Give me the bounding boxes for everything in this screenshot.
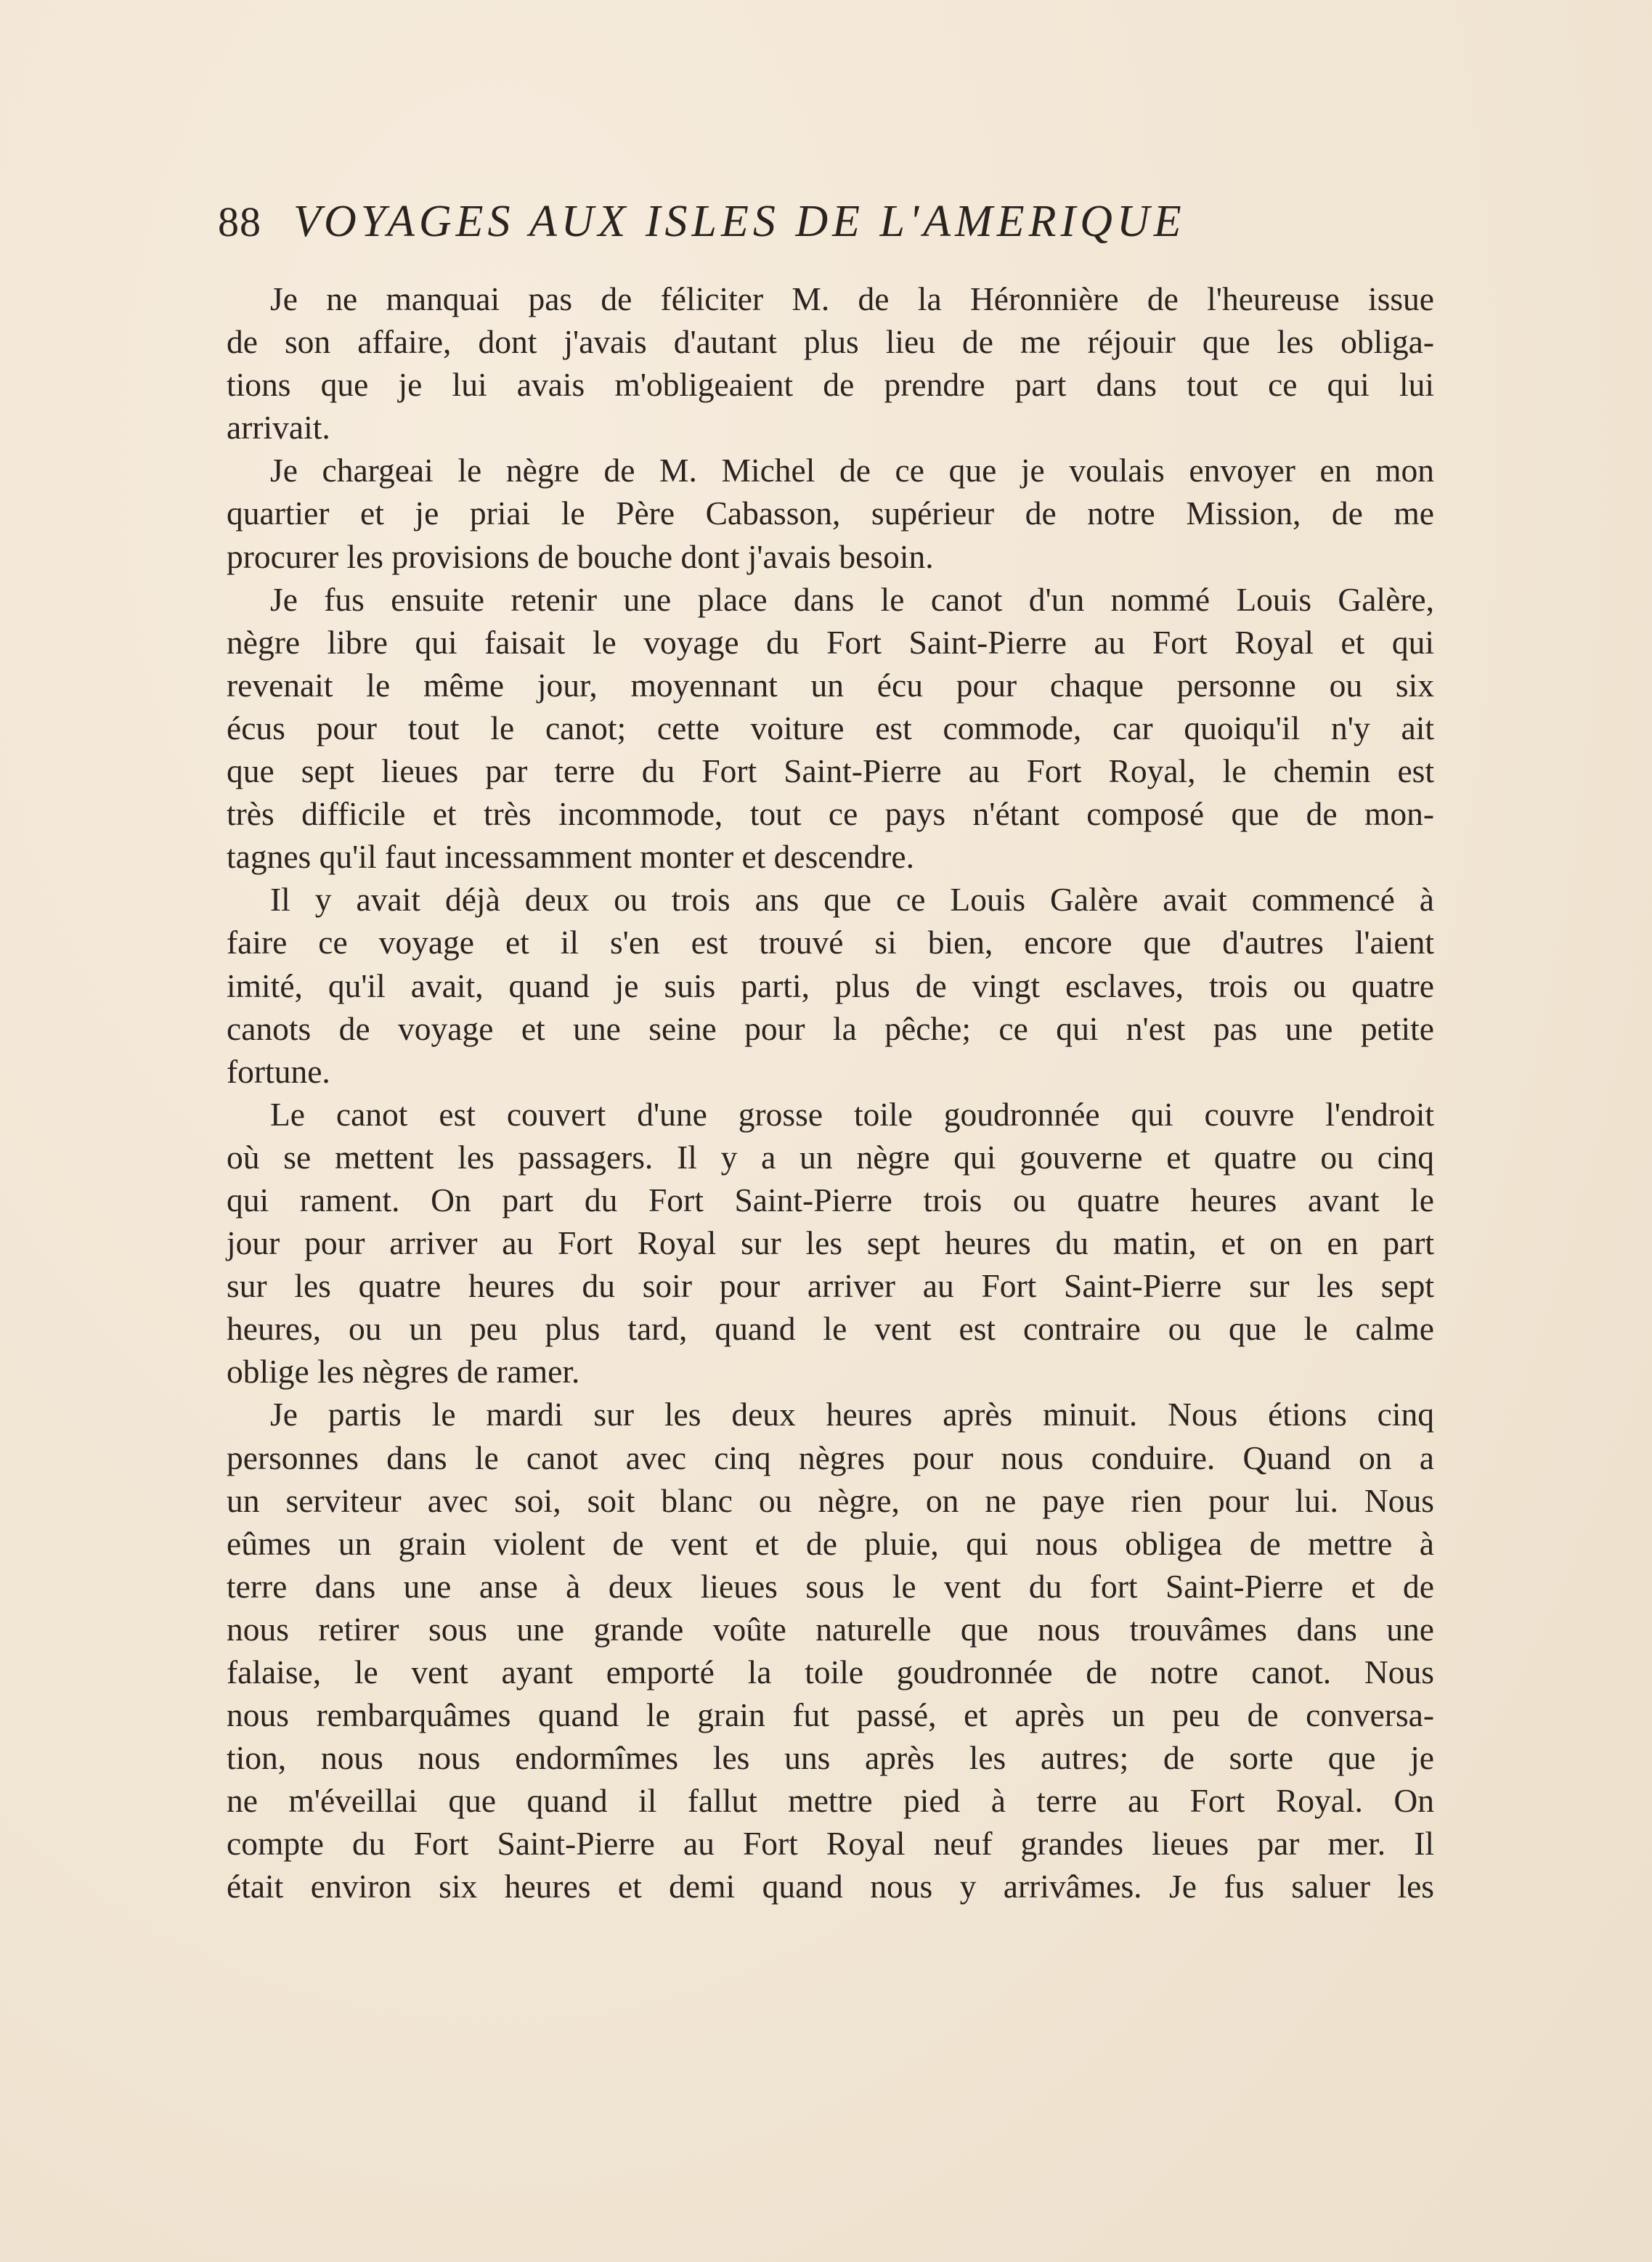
text-line: falaise, le vent ayant emporté la toile goudronnée de notre canot. Nous <box>227 1653 1434 1691</box>
text-line: terre dans une anse à deux lieues sous le vent du fort Saint-Pierre et de <box>227 1567 1434 1605</box>
text-line: nègre libre qui faisait le voyage du Fort Saint-Pierre au Fort Royal et qui <box>227 623 1434 661</box>
paragraph <box>227 578 1434 879</box>
page-number: 88 <box>218 198 261 245</box>
text-line: canots de voyage et une seine pour la pêche; ce qui n'est pas une petite <box>227 1009 1434 1047</box>
text-line: fortune. <box>227 1052 330 1090</box>
text-line: nous rembarquâmes quand le grain fut passé, et après un peu de conversa- <box>227 1696 1434 1734</box>
paragraph <box>227 1093 1434 1394</box>
text-line: jour pour arriver au Fort Royal sur les sept heures du matin, et on en part <box>227 1224 1434 1262</box>
text-line: compte du Fort Saint-Pierre au Fort Royal neuf grandes lieues par mer. Il <box>227 1825 1434 1863</box>
text-line: Je chargeai le nègre de M. Michel de ce que je voulais envoyer en mon <box>270 452 1434 489</box>
text-line: tions que je lui avais m'obligeaient de prendre part dans tout ce qui lui <box>227 366 1434 404</box>
text-line: Le canot est couvert d'une grosse toile goudronnée qui couvre l'endroit <box>270 1095 1434 1133</box>
text-line: tion, nous nous endormîmes les uns après les autres; de sorte que je <box>227 1739 1434 1777</box>
text-line: ne m'éveillai que quand il fallut mettre pied à terre au Fort Royal. On <box>227 1782 1434 1820</box>
paragraph <box>227 277 1434 449</box>
text-line: oblige les nègres de ramer. <box>227 1353 580 1391</box>
text-line: nous retirer sous une grande voûte naturelle que nous trouvâmes dans une <box>227 1610 1434 1648</box>
text-line: tagnes qu'il faut incessamment monter et descendre. <box>227 838 914 876</box>
text-line: un serviteur avec soi, soit blanc ou nègre, on ne paye rien pour lui. Nous <box>227 1481 1434 1519</box>
text-line: revenait le même jour, moyennant un écu pour chaque personne ou six <box>227 666 1434 704</box>
running-title: VOYAGES AUX ISLES DE L'AMERIQUE <box>293 197 1186 246</box>
text-line: faire ce voyage et il s'en est trouvé si bien, encore que d'autres l'aient <box>227 924 1434 961</box>
page-body-text <box>227 277 1434 1908</box>
paragraph <box>227 449 1434 577</box>
text-line: Je ne manquai pas de féliciter M. de la Héronnière de l'heureuse issue <box>270 280 1434 317</box>
text-line: de son affaire, dont j'avais d'autant plus lieu de me réjouir que les obliga- <box>227 323 1434 361</box>
text-line: arrivait. <box>227 409 330 447</box>
text-line: écus pour tout le canot; cette voiture est commode, car quoiqu'il n'y ait <box>227 709 1434 746</box>
text-line: était environ six heures et demi quand nous y arrivâmes. Je fus saluer les <box>227 1868 1434 1905</box>
paragraph <box>227 878 1434 1092</box>
text-line: Il y avait déjà deux ou trois ans que ce Louis Galère avait commencé à <box>270 881 1434 919</box>
text-line: quartier et je priai le Père Cabasson, supérieur de notre Mission, de me <box>227 495 1434 532</box>
paragraph <box>227 1393 1434 1908</box>
text-line: sur les quatre heures du soir pour arriver au Fort Saint-Pierre sur les sept <box>227 1267 1434 1305</box>
running-header <box>218 196 1452 254</box>
text-line: eûmes un grain violent de vent et de pluie, qui nous obligea de mettre à <box>227 1524 1434 1562</box>
text-line: qui rament. On part du Fort Saint-Pierre trois ou quatre heures avant le <box>227 1181 1434 1219</box>
text-line: imité, qu'il avait, quand je suis parti, plus de vingt esclaves, trois ou quatre <box>227 967 1434 1004</box>
text-line: heures, ou un peu plus tard, quand le vent est contraire ou que le calme <box>227 1310 1434 1348</box>
text-line: très difficile et très incommode, tout ce pays n'étant composé que de mon- <box>227 795 1434 833</box>
text-line: Je fus ensuite retenir une place dans le canot d'un nommé Louis Galère, <box>270 580 1434 618</box>
text-line: procurer les provisions de bouche dont j'avais besoin. <box>227 537 934 575</box>
text-line: personnes dans le canot avec cinq nègres pour nous conduire. Quand on a <box>227 1439 1434 1476</box>
text-line: que sept lieues par terre du Fort Saint-Pierre au Fort Royal, le chemin est <box>227 752 1434 790</box>
text-line: où se mettent les passagers. Il y a un nègre qui gouverne et quatre ou cinq <box>227 1138 1434 1176</box>
text-line: Je partis le mardi sur les deux heures après minuit. Nous étions cinq <box>270 1396 1434 1433</box>
